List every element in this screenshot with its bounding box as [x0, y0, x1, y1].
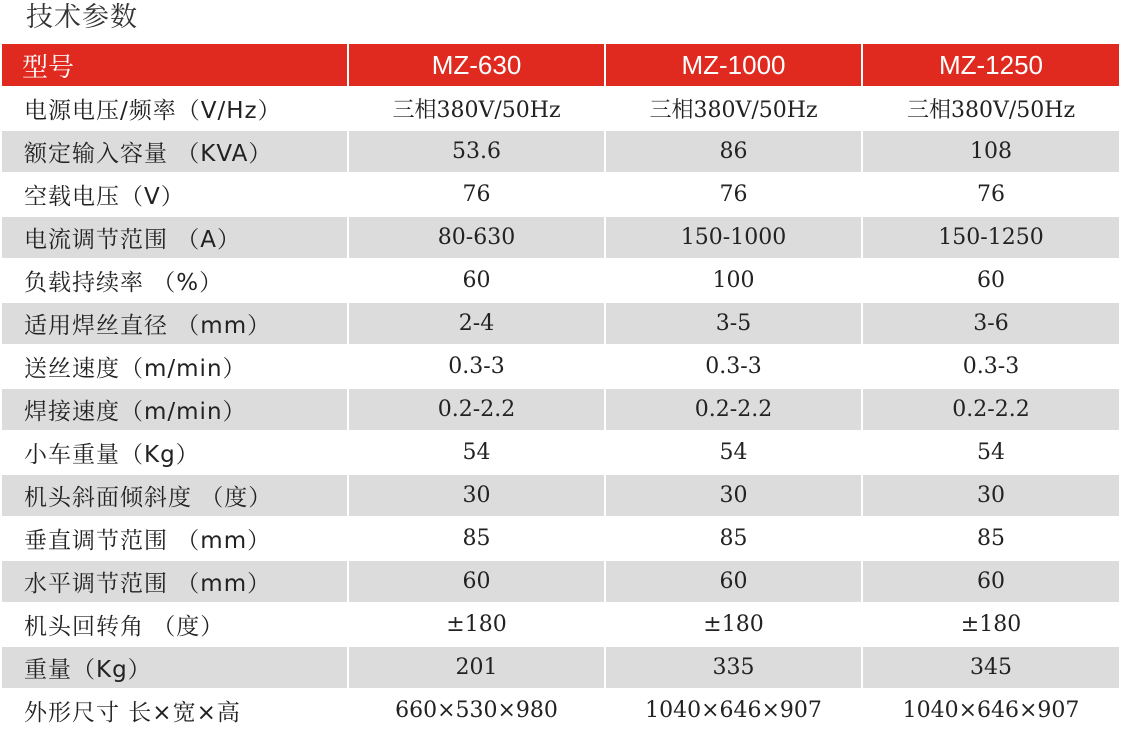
param-value: 三相380V/50Hz — [605, 87, 862, 130]
header-model-label: 型号 — [2, 44, 348, 87]
param-value: 0.3-3 — [605, 345, 862, 388]
param-value: 三相380V/50Hz — [862, 87, 1119, 130]
spec-table — [2, 44, 1119, 733]
table-row — [2, 345, 1119, 388]
param-value: 53.6 — [348, 130, 605, 173]
page-title: 技术参数 — [26, 2, 138, 33]
param-name: 适用焊丝直径 （mm） — [2, 302, 348, 345]
table-row — [2, 259, 1119, 302]
param-value: 0.3-3 — [348, 345, 605, 388]
table-row — [2, 603, 1119, 646]
param-name: 电流调节范围 （A） — [2, 216, 348, 259]
param-value: 30 — [605, 474, 862, 517]
param-name: 机头回转角 （度） — [2, 603, 348, 646]
param-name: 机头斜面倾斜度 （度） — [2, 474, 348, 517]
table-row — [2, 431, 1119, 474]
param-value: 1040×646×907 — [862, 689, 1119, 732]
param-value: 85 — [348, 517, 605, 560]
table-row — [2, 646, 1119, 689]
param-name: 空载电压（V） — [2, 173, 348, 216]
param-value: 0.2-2.2 — [348, 388, 605, 431]
param-name: 水平调节范围 （mm） — [2, 560, 348, 603]
param-value: 201 — [348, 646, 605, 689]
param-value: 54 — [348, 431, 605, 474]
param-value: 30 — [862, 474, 1119, 517]
table-row — [2, 474, 1119, 517]
param-name: 重量（Kg） — [2, 646, 348, 689]
table-row — [2, 130, 1119, 173]
param-value: 86 — [605, 130, 862, 173]
param-name: 电源电压/频率（V/Hz） — [2, 87, 348, 130]
param-name: 负载持续率 （%） — [2, 259, 348, 302]
table-row — [2, 173, 1119, 216]
param-value: 150-1250 — [862, 216, 1119, 259]
param-value: ±180 — [605, 603, 862, 646]
param-value: 30 — [348, 474, 605, 517]
param-value: 54 — [605, 431, 862, 474]
param-name: 焊接速度（m/min） — [2, 388, 348, 431]
param-value: ±180 — [348, 603, 605, 646]
param-value: 60 — [348, 259, 605, 302]
table-row — [2, 302, 1119, 345]
param-name: 小车重量（Kg） — [2, 431, 348, 474]
table-row — [2, 560, 1119, 603]
param-value: 3-6 — [862, 302, 1119, 345]
header-model-mz-1250: MZ-1250 — [862, 44, 1119, 87]
param-value: 100 — [605, 259, 862, 302]
param-value: 335 — [605, 646, 862, 689]
param-value: 60 — [862, 560, 1119, 603]
param-value: 3-5 — [605, 302, 862, 345]
table-row — [2, 517, 1119, 560]
param-name: 外形尺寸 长×宽×高 — [2, 689, 348, 732]
table-row — [2, 87, 1119, 130]
param-value: 三相380V/50Hz — [348, 87, 605, 130]
param-value: 150-1000 — [605, 216, 862, 259]
param-value: 108 — [862, 130, 1119, 173]
param-value: 76 — [862, 173, 1119, 216]
param-value: ±180 — [862, 603, 1119, 646]
param-value: 0.2-2.2 — [862, 388, 1119, 431]
param-value: 60 — [862, 259, 1119, 302]
param-name: 额定输入容量 （KVA） — [2, 130, 348, 173]
param-value: 76 — [348, 173, 605, 216]
param-value: 85 — [605, 517, 862, 560]
param-value: 0.3-3 — [862, 345, 1119, 388]
table-row — [2, 689, 1119, 732]
table-row — [2, 216, 1119, 259]
param-value: 2-4 — [348, 302, 605, 345]
param-value: 60 — [605, 560, 862, 603]
header-model-mz-630: MZ-630 — [348, 44, 605, 87]
param-value: 345 — [862, 646, 1119, 689]
param-value: 54 — [862, 431, 1119, 474]
param-name: 垂直调节范围 （mm） — [2, 517, 348, 560]
param-value: 660×530×980 — [348, 689, 605, 732]
param-name: 送丝速度（m/min） — [2, 345, 348, 388]
param-value: 60 — [348, 560, 605, 603]
param-value: 0.2-2.2 — [605, 388, 862, 431]
param-value: 80-630 — [348, 216, 605, 259]
table-row — [2, 388, 1119, 431]
param-value: 76 — [605, 173, 862, 216]
table-header-row — [2, 44, 1119, 87]
header-model-mz-1000: MZ-1000 — [605, 44, 862, 87]
param-value: 85 — [862, 517, 1119, 560]
param-value: 1040×646×907 — [605, 689, 862, 732]
